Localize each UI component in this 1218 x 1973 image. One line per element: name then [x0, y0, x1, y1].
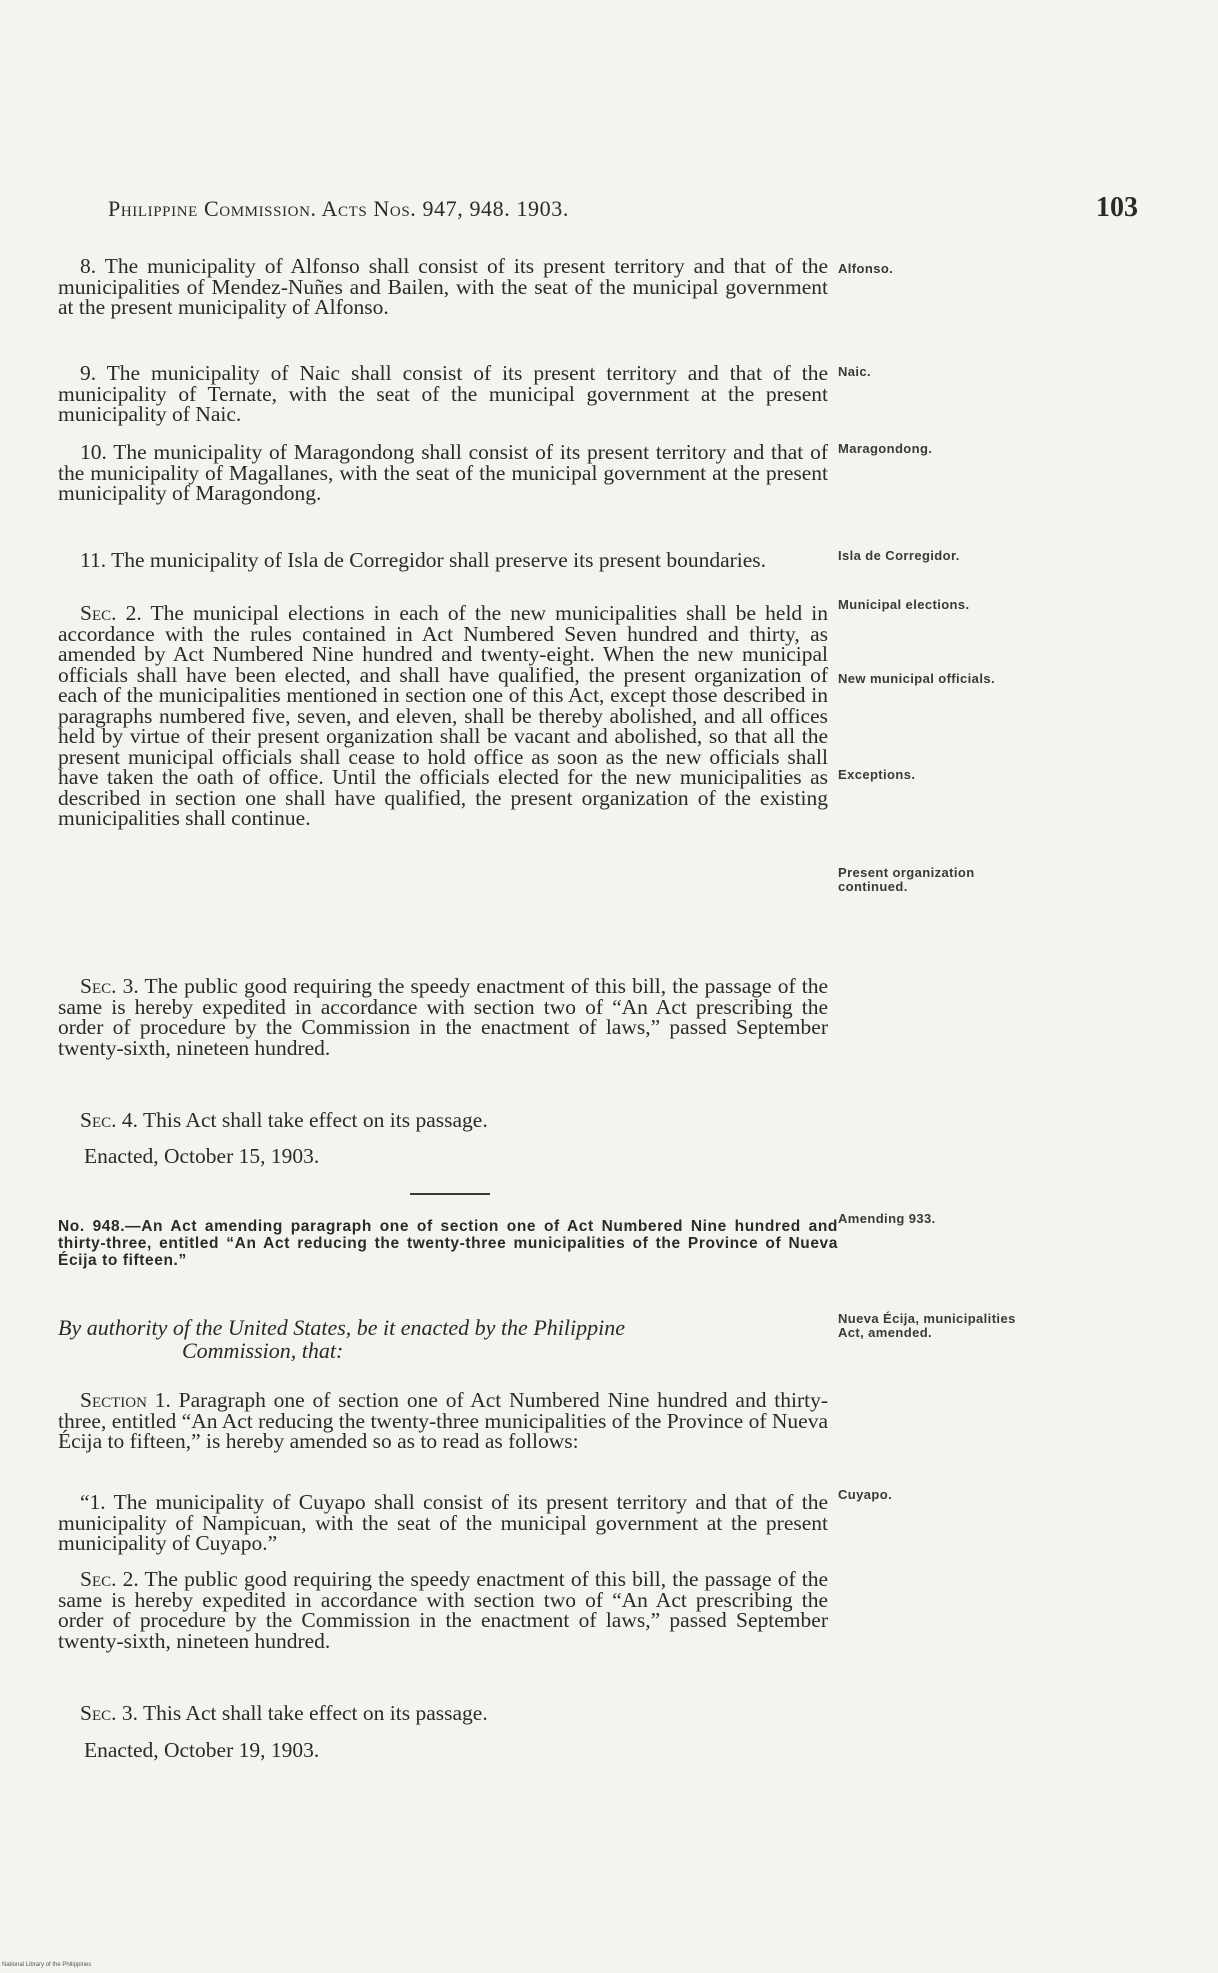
section-text: This Act shall take effect on its passage. — [143, 1701, 488, 1725]
act-947-paragraph-10: 10. The municipality of Maragondong shall consist of its present territory and that of the municipality of Magallanes, with the seat of the municipal government at the present municipality of Maragondong. — [58, 440, 828, 505]
sidenote-present-organization: Present organization continued. — [838, 865, 975, 894]
running-title: Philippine Commission. Acts Nos. 947, 948. 1903. — [108, 196, 569, 221]
act-948-section-2 — [58, 1569, 828, 1651]
act-948-section-1 — [58, 1390, 828, 1452]
section-label: Sec. 3. — [80, 1701, 138, 1725]
section-label: Sec. 2. — [80, 601, 142, 625]
sidenote-exceptions: Exceptions. — [838, 767, 916, 782]
section-text: Paragraph one of section one of Act Numbered Nine hundred and thirty-three, entitled “An Act reducing the twenty-three municipalities of the Province of Nueva Écija to fifteen,” is hereby amended so as to read as follows: — [58, 1388, 828, 1453]
act-947-section-4 — [58, 1110, 828, 1131]
sidenote-amending: Amending 933. — [838, 1211, 936, 1226]
act-948-quoted-paragraph: “1. The municipality of Cuyapo shall consist of its present territory and that of the municipality of Nampicuan, with the seat of the municipal government at the present municipality of Cuyapo.” — [58, 1490, 828, 1555]
section-text: The public good requiring the speedy enactment of this bill, the passage of the same is hereby expedited in accordance with section two of “An Act prescribing the order of procedure by the Commission in the enactment of laws,” passed September twenty-sixth, nineteen hundred. — [58, 974, 829, 1060]
enacting-clause: By authority of the United States, be it enacted by the Philippine Commission, that: — [58, 1315, 625, 1363]
act-947-paragraph-11: 11. The municipality of Isla de Corregidor shall preserve its present boundaries. — [80, 548, 767, 572]
act-947-section-2 — [58, 603, 828, 829]
act-947-section-3 — [58, 976, 828, 1058]
act-948-heading: No. 948.—An Act amending paragraph one of section one of Act Numbered Nine hundred and thirty-three, entitled “An Act reducing the twenty-three municipalities of the Province of Nueva Écija to fifteen.” — [58, 1218, 838, 1269]
act-947-paragraph-9: 9. The municipality of Naic shall consist of its present territory and that of the municipality of Ternate, with the seat of the municipal government at the present municipality of Naic. — [58, 361, 828, 426]
sidenote-corregidor: Isla de Corregidor. — [838, 548, 960, 563]
page-number: 103 — [1096, 192, 1138, 223]
footer-credit: National Library of the Philippines — [2, 1962, 92, 1968]
sidenote-cuyapo: Cuyapo. — [838, 1487, 893, 1502]
section-divider — [410, 1193, 490, 1195]
section-label: Sec. 2. — [80, 1567, 139, 1591]
act-947-enacted-date: Enacted, October 15, 1903. — [84, 1144, 320, 1168]
section-label: Sec. 4. — [80, 1108, 138, 1132]
sidenote-nueva-ecija: Nueva Écija, municipalities Act, amended. — [838, 1311, 1016, 1340]
sidenote-new-officials: New municipal officials. — [838, 671, 995, 686]
section-text: The municipal elections in each of the new municipalities shall be held in accordance with the rules contained in Act Numbered Seven hundred and thirty, as amended by Act Numbered Nine hundred and twenty-eight. When the new municipal officials shall have been elected, and shall have qualified, the present organization of each of the municipalities mentioned in section one of this Act, except those described in paragraphs numbered five, seven, and eleven, shall be thereby abolished, and all offices held by virtue of their present organization shall be vacant and abolished, so that all the present municipal officials shall cease to hold office as soon as the new officials shall have taken the oath of office. Until the officials elected for the new municipalities as described in section one shall have qualified, the present organization of the existing municipalities shall continue. — [58, 601, 828, 830]
act-948-enacted-date: Enacted, October 19, 1903. — [84, 1738, 320, 1762]
sidenote-municipal-elections: Municipal elections. — [838, 597, 970, 612]
sidenote-alfonso: Alfonso. — [838, 261, 894, 276]
section-label: Section 1. — [80, 1388, 171, 1412]
act-948-section-3 — [58, 1703, 828, 1724]
act-947-paragraph-8: 8. The municipality of Alfonso shall consist of its present territory and that of the municipalities of Mendez-Nuñes and Bailen, with the seat of the municipal government at the present municipality of Alfonso. — [58, 254, 828, 319]
sidenote-maragondong: Maragondong. — [838, 441, 933, 456]
section-text: The public good requiring the speedy enactment of this bill, the passage of the same is hereby expedited in accordance with section two of “An Act prescribing the order of procedure by the Commission in the enactment of laws,” passed September twenty-sixth, nineteen hundred. — [58, 1567, 829, 1653]
section-text: This Act shall take effect on its passage. — [143, 1108, 488, 1132]
running-head — [108, 192, 1138, 232]
section-label: Sec. 3. — [80, 974, 139, 998]
sidenote-naic: Naic. — [838, 364, 872, 379]
